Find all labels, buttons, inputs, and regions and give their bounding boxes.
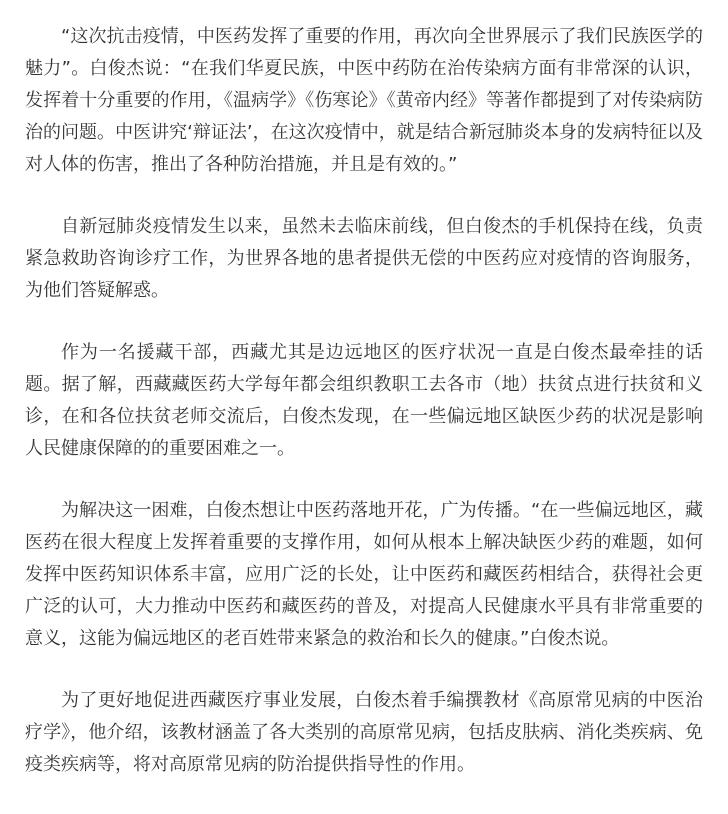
- paragraph-4: 为解决这一困难，白俊杰想让中医药落地开花，广为传播。“在一些偏远地区，藏医药在很大程度上发挥着重要的支撑作用，如何从根本上解决缺医少药的难题，如何发挥中医药知识体系丰富，应用广泛的长处，让中医药和藏医药相结合，获得社会更广泛的认可，大力推动中医药和藏医药的普及，对提高人民健康水平具有非常重要的意义，这能为偏远地区的老百姓带来紧急的救治和长久的健康。”白俊杰说。: [25, 500, 703, 649]
- paragraph-2: 自新冠肺炎疫情发生以来，虽然未去临床前线，但白俊杰的手机保持在线，负责紧急救助咨询诊疗工作，为世界各地的患者提供无偿的中医药应对疫情的咨询服务，为他们答疑解惑。: [25, 216, 703, 301]
- paragraph-5: 为了更好地促进西藏医疗事业发展，白俊杰着手编撰教材《高原常见病的中医治疗学》，他介绍，该教材涵盖了各大类别的高原常见病，包括皮肤病、消化类疾病、免疫类疾病等，将对高原常见病的防治提供指导性的作用。: [25, 690, 703, 775]
- paragraph-1: “这次抗击疫情，中医药发挥了重要的作用，再次向全世界展示了我们民族医学的魅力”。白俊杰说：“在我们华夏民族，中医中药防在治传染病方面有非常深的认识，发挥着十分重要的作用，《温病学》《伤寒论》《黄帝内经》等著作都提到了对传染病防治的问题。中医讲究‘辩证法’，在这次疫情中，就是结合新冠肺炎本身的发病特征以及对人体的伤害，推出了各种防治措施，并且是有效的。”: [25, 26, 703, 175]
- paragraph-3: 作为一名援藏干部，西藏尤其是边远地区的医疗状况一直是白俊杰最牵挂的话题。据了解，西藏藏医药大学每年都会组织教职工去各市（地）扶贫点进行扶贫和义诊，在和各位扶贫老师交流后，白俊杰发现，在一些偏远地区缺医少药的状况是影响人民健康保障的的重要困难之一。: [25, 342, 703, 459]
- article-body: [25, 21, 703, 781]
